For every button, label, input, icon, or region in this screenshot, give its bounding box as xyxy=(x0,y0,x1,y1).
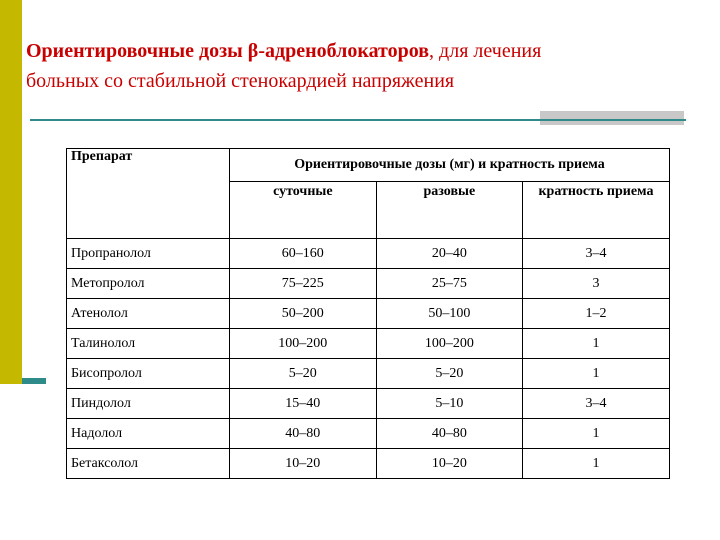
cell-daily: 10–20 xyxy=(229,449,376,479)
table-row xyxy=(67,389,670,419)
cell-drug: Талинолол xyxy=(67,329,230,359)
cell-single: 5–10 xyxy=(376,389,522,419)
cell-frequency: 3–4 xyxy=(522,389,669,419)
cell-drug: Метопролол xyxy=(67,269,230,299)
table-row xyxy=(67,359,670,389)
header-single: разовые xyxy=(376,182,522,239)
cell-frequency: 1 xyxy=(522,359,669,389)
slide-title xyxy=(26,36,696,96)
slide-title-rest: , для лечения xyxy=(429,40,542,62)
header-drug: Препарат xyxy=(67,149,230,239)
cell-frequency: 1 xyxy=(522,329,669,359)
left-decor-bar xyxy=(0,0,22,384)
cell-daily: 75–225 xyxy=(229,269,376,299)
cell-drug: Пиндолол xyxy=(67,389,230,419)
cell-frequency: 1–2 xyxy=(522,299,669,329)
table-row xyxy=(67,449,670,479)
cell-drug: Бисопролол xyxy=(67,359,230,389)
cell-single: 10–20 xyxy=(376,449,522,479)
cell-drug: Бетаксолол xyxy=(67,449,230,479)
cell-frequency: 3 xyxy=(522,269,669,299)
cell-daily: 5–20 xyxy=(229,359,376,389)
table-row xyxy=(67,419,670,449)
cell-frequency: 3–4 xyxy=(522,239,669,269)
header-daily: суточные xyxy=(229,182,376,239)
cell-daily: 60–160 xyxy=(229,239,376,269)
cell-drug: Атенолол xyxy=(67,299,230,329)
cell-frequency: 1 xyxy=(522,449,669,479)
cell-frequency: 1 xyxy=(522,419,669,449)
cell-daily: 100–200 xyxy=(229,329,376,359)
header-frequency: кратность приема xyxy=(522,182,669,239)
table-row xyxy=(67,299,670,329)
cell-single: 100–200 xyxy=(376,329,522,359)
cell-daily: 15–40 xyxy=(229,389,376,419)
table-header-row xyxy=(67,149,670,182)
table-row xyxy=(67,239,670,269)
cell-single: 50–100 xyxy=(376,299,522,329)
left-decor-accent xyxy=(22,378,46,384)
cell-daily: 50–200 xyxy=(229,299,376,329)
dose-table xyxy=(66,148,670,479)
cell-single: 40–80 xyxy=(376,419,522,449)
table-row xyxy=(67,269,670,299)
header-dose-group: Ориентировочные дозы (мг) и кратность приема xyxy=(229,149,669,182)
table-row xyxy=(67,329,670,359)
cell-drug: Пропранолол xyxy=(67,239,230,269)
title-rule-line xyxy=(30,119,686,121)
cell-drug: Надолол xyxy=(67,419,230,449)
title-rule-block xyxy=(540,111,684,125)
slide-title-bold: Ориентировочные дозы β-адреноблокаторов xyxy=(26,40,430,62)
cell-single: 25–75 xyxy=(376,269,522,299)
cell-single: 5–20 xyxy=(376,359,522,389)
slide-title-line2: больных со стабильной стенокардией напряжения xyxy=(26,70,455,92)
cell-daily: 40–80 xyxy=(229,419,376,449)
cell-single: 20–40 xyxy=(376,239,522,269)
